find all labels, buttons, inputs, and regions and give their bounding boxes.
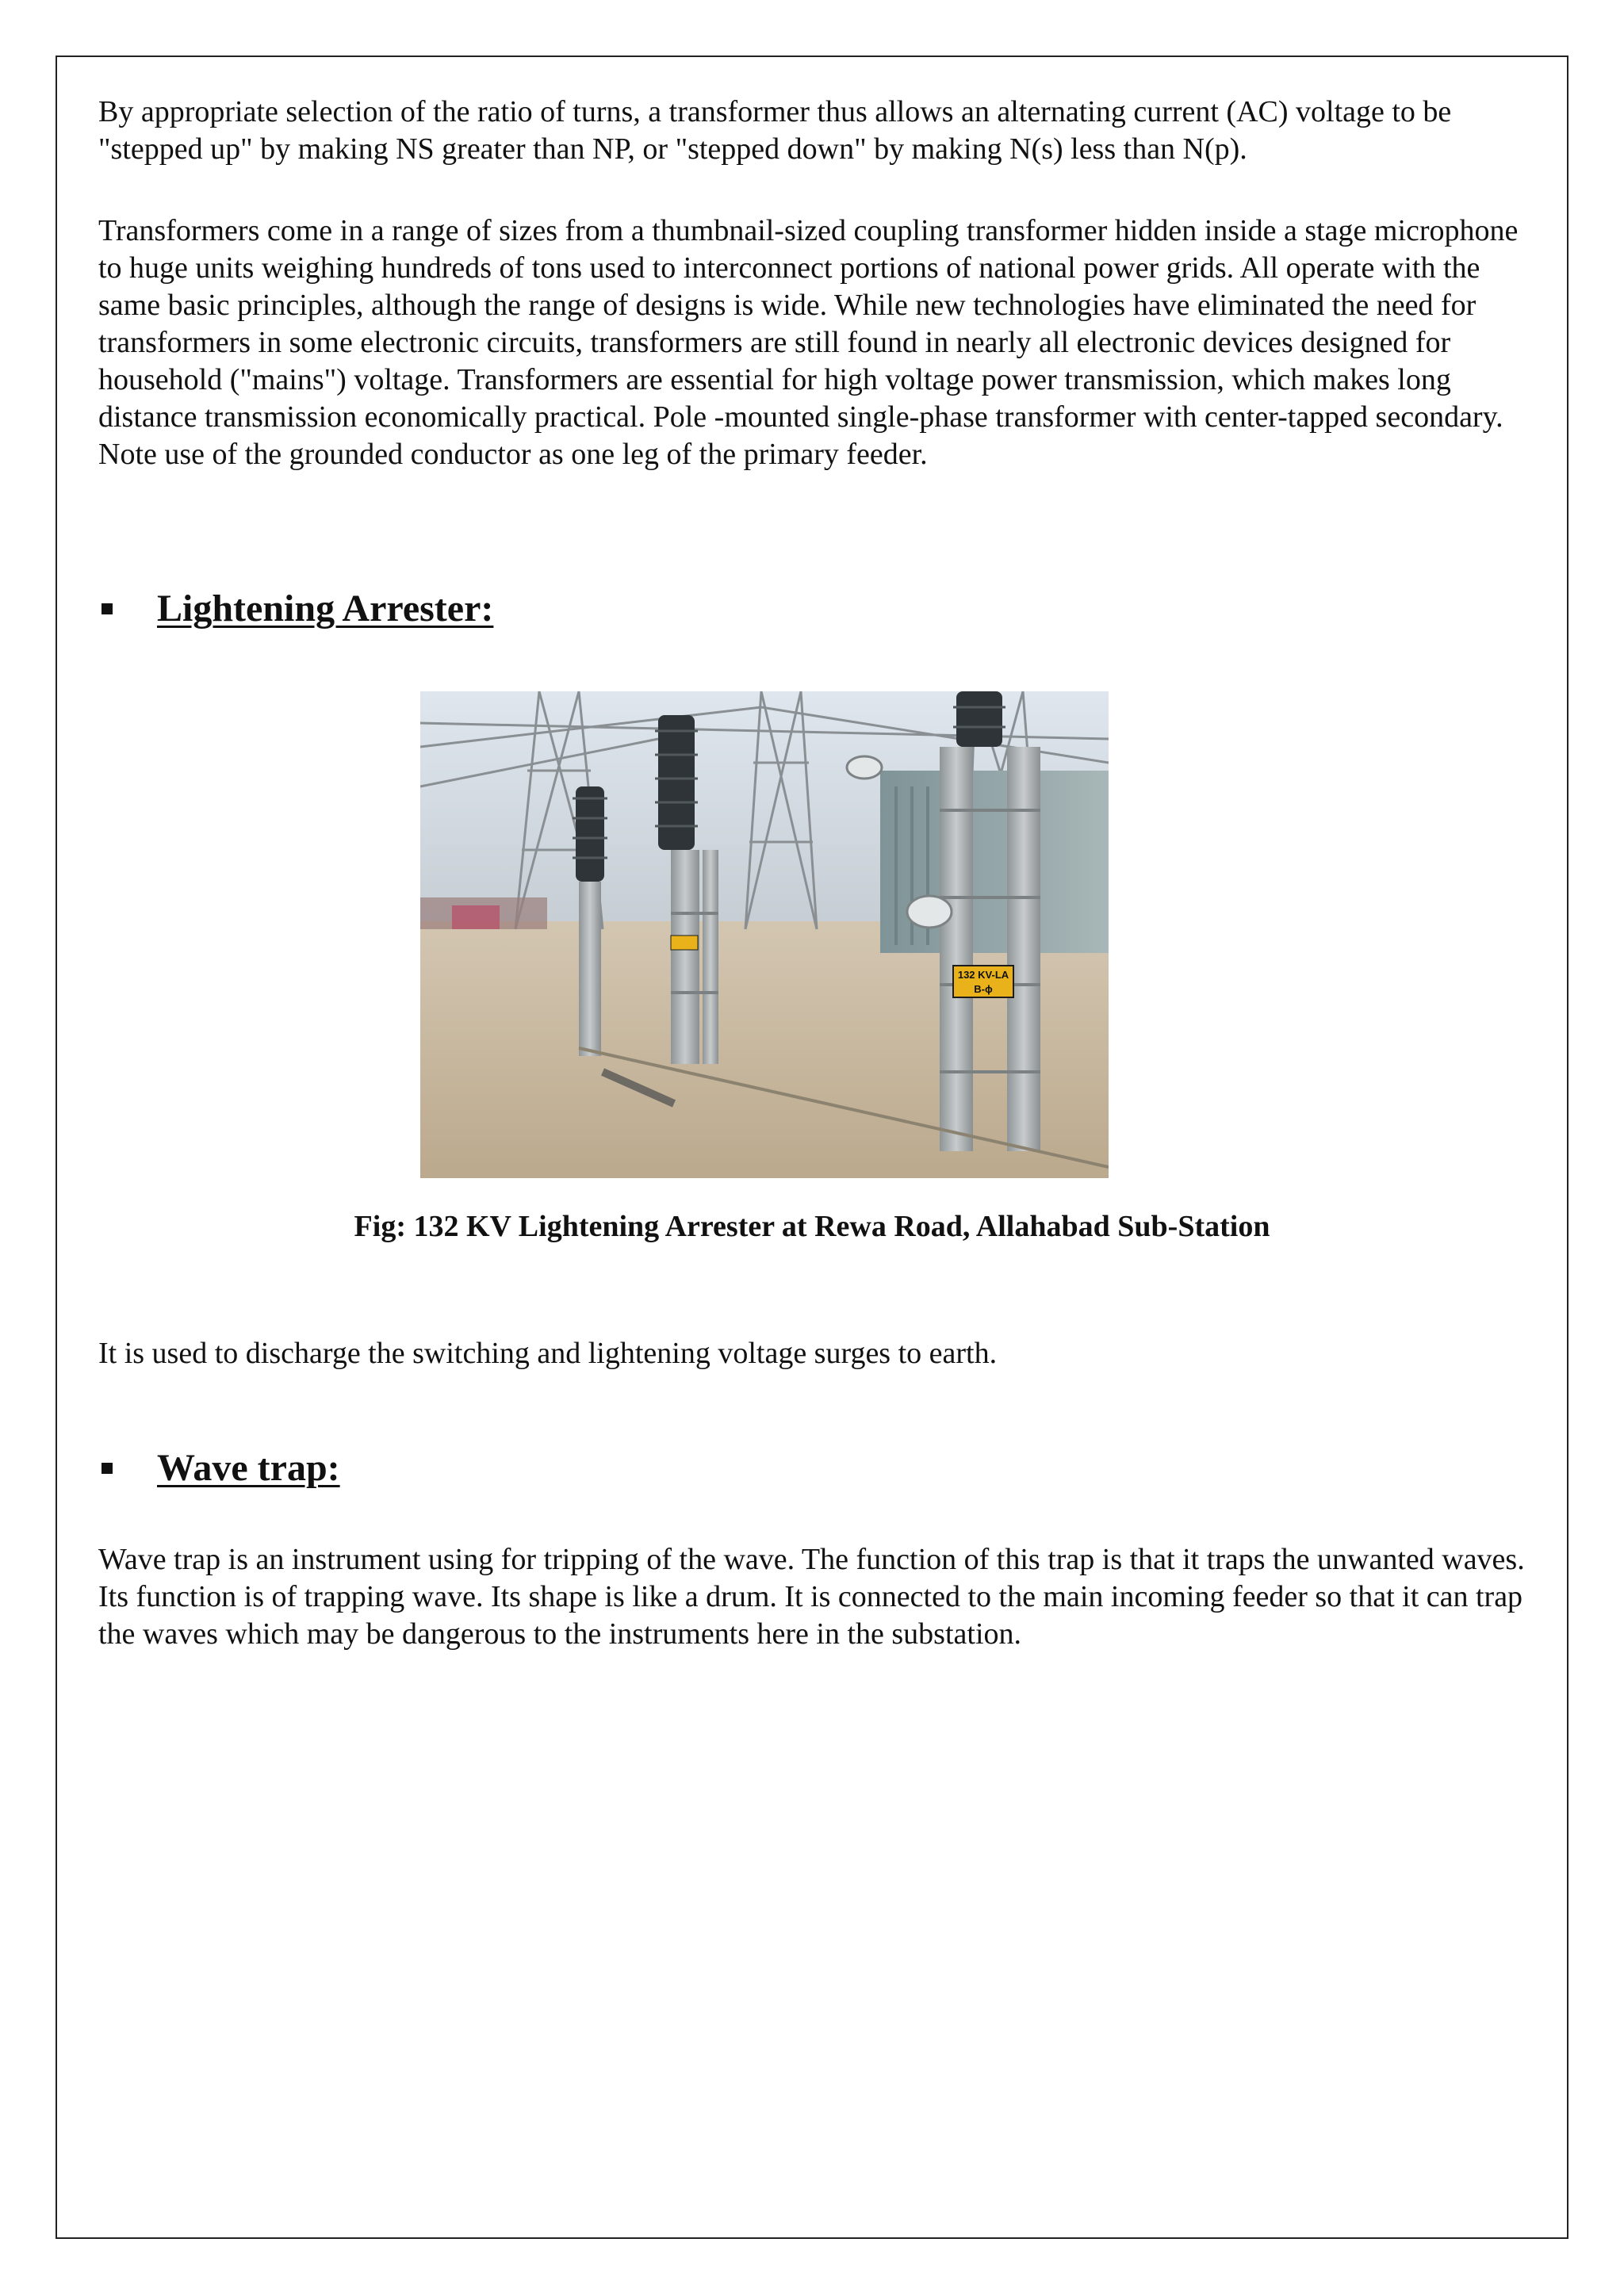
heading-text: Wave trap: <box>157 1447 340 1489</box>
tent <box>452 905 500 929</box>
substation-photo <box>420 691 1109 1178</box>
ground <box>420 921 1109 1178</box>
bullet-square-icon <box>102 603 113 614</box>
heading-wave-trap <box>98 1446 340 1490</box>
figure-caption: Fig: 132 KV Lightening Arrester at Rewa Road, Allahabad Sub-Station <box>354 1210 1270 1243</box>
surge-counter <box>847 756 882 779</box>
surge-counter <box>907 896 952 928</box>
figure-lightening-arrester-photo <box>420 691 1109 1178</box>
paragraph-wave-trap-description: Wave trap is an instrument using for tripping of the wave. The function of this trap is that it traps the unwanted waves. Its function is of trapping wave. Its shape is like a drum. It is connected to the main incoming feeder so that it can trap the waves which may be dangerous to the instruments here in the substation. <box>98 1543 1525 1651</box>
heading-text: Lightening Arrester: <box>157 587 494 629</box>
sign-text: B-ϕ <box>974 983 993 995</box>
heading-lightening-arrester <box>98 587 493 630</box>
bullet-square-icon <box>102 1463 113 1474</box>
equipment-sign-small <box>671 936 698 950</box>
paragraph-turns-ratio: By appropriate selection of the ratio of turns, a transformer thus allows an alternating current (AC) voltage to be "stepped up" by making NS greater than NP, or "stepped down" by making N(s) less than N(p). <box>98 95 1452 166</box>
sign-text: 132 KV-LA <box>957 969 1009 981</box>
transformer-tank <box>880 771 1109 953</box>
paragraph-transformer-sizes: Transformers come in a range of sizes from a thumbnail-sized coupling transformer hidden inside a stage microphone to huge units weighing hundreds of tons used to interconnect portions of national power grids. All operate with the same basic principles, although the range of designs is wide. While new technologies have eliminated the need for transformers in some electronic circuits, transformers are still found in nearly all electronic devices designed for household ("mains") voltage. Transformers are essential for high voltage power transmission, which makes long distance transmission economically practical. Pole -mounted single-phase transformer with center-tapped secondary. Note use of the grounded conductor as one leg of the primary feeder. <box>98 214 1519 471</box>
paragraph-arrester-description: It is used to discharge the switching and lightening voltage surges to earth. <box>98 1337 998 1370</box>
